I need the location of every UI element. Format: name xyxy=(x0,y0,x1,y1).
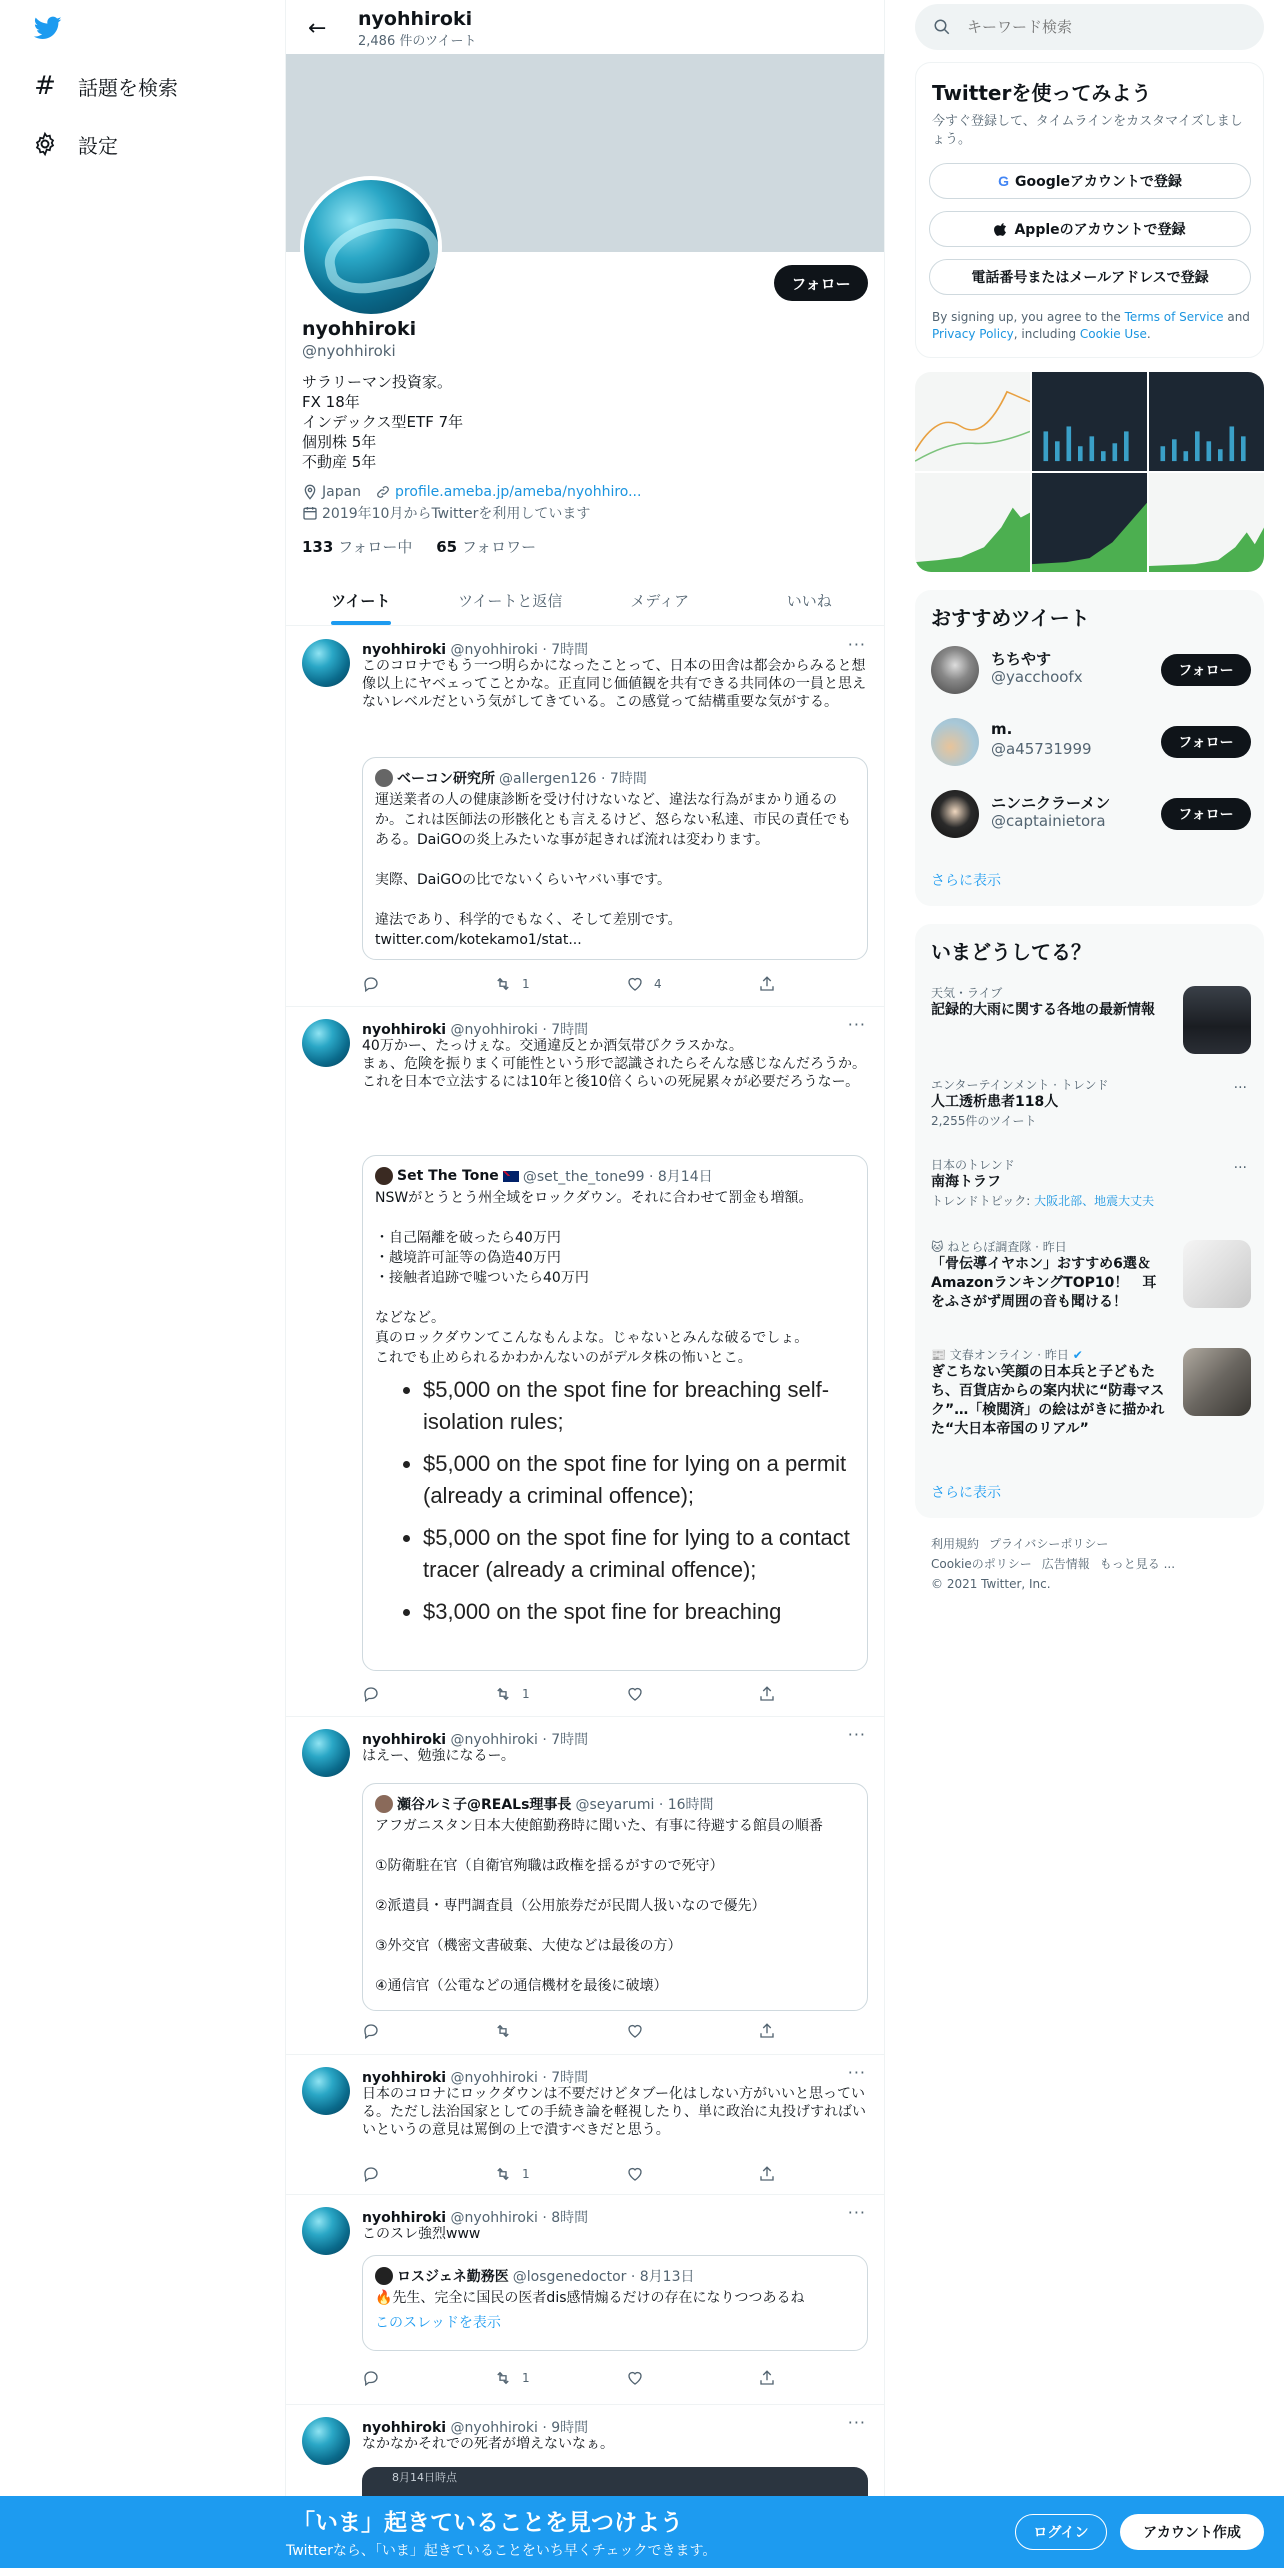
quote-avatar xyxy=(375,1795,393,1813)
follow-button[interactable]: フォロー xyxy=(1161,726,1251,758)
image-caption: 8月14日時点 xyxy=(392,2471,457,2484)
reply-button[interactable] xyxy=(362,2165,380,2183)
url-item xyxy=(375,484,641,500)
profile-name: nyohhiroki xyxy=(302,318,417,340)
more-icon[interactable]: ··· xyxy=(847,1015,866,1034)
like-count: 4 xyxy=(654,977,662,991)
media-thumbnail[interactable] xyxy=(1149,372,1264,471)
tweet[interactable] xyxy=(286,1007,884,1717)
share-icon xyxy=(758,2369,776,2387)
quote-tweet[interactable] xyxy=(362,1155,868,1671)
copyright: © 2021 Twitter, Inc. xyxy=(931,1577,1051,1591)
reply-button[interactable] xyxy=(362,2022,380,2040)
terms-link[interactable]: Terms of Service xyxy=(1124,310,1224,324)
cookie-link[interactable]: Cookie Use xyxy=(1079,327,1147,341)
trend-item[interactable] xyxy=(931,1156,1251,1220)
tweet-avatar[interactable] xyxy=(302,639,350,687)
joined-item xyxy=(302,503,590,523)
trend-category: 天気・ライブ xyxy=(931,986,1003,1000)
login-button[interactable]: ログイン xyxy=(1015,2514,1107,2550)
tab-media[interactable]: メディア xyxy=(630,592,690,610)
more-icon[interactable]: ··· xyxy=(847,2413,866,2432)
bullet-item: • $5,000 on the spot fine for lying on a permit (already a criminal offence); xyxy=(423,1448,853,1512)
profile-tabs xyxy=(286,576,884,626)
location-item xyxy=(302,484,361,500)
more-icon[interactable]: ··· xyxy=(1233,1160,1247,1176)
follow-button[interactable]: フォロー xyxy=(1161,798,1251,830)
quote-avatar xyxy=(375,769,393,787)
recommended-user-handle: @captainietora xyxy=(991,812,1106,830)
media-thumbnail[interactable] xyxy=(1149,473,1264,572)
footer-link[interactable]: もっと見る ... xyxy=(1099,1557,1176,1571)
retweet-count: 1 xyxy=(522,1687,530,1701)
share-button[interactable] xyxy=(758,1685,776,1703)
verified-icon: ✔ xyxy=(1072,1348,1083,1362)
profile-meta xyxy=(302,484,641,500)
header-name: nyohhiroki xyxy=(358,8,473,30)
google-icon: G xyxy=(998,173,1009,189)
bullet-item: • $5,000 on the spot fine for breaching self-isolation rules; xyxy=(423,1374,853,1438)
heart-icon xyxy=(626,2165,644,2183)
quote-header: ベーコン研究所 @allergen126 · 7時間 xyxy=(375,768,647,788)
tweet[interactable] xyxy=(286,2055,884,2195)
trends-title: いまどうしてる？ xyxy=(931,940,1091,964)
reply-icon xyxy=(362,1685,380,1703)
profile-avatar[interactable] xyxy=(300,176,442,318)
quote-tweet[interactable] xyxy=(362,2255,868,2351)
recommended-user-name: ちちやす xyxy=(991,650,1052,668)
like-button[interactable] xyxy=(626,2165,644,2183)
show-thread-link[interactable]: このスレッドを表示 xyxy=(375,2315,501,2331)
heart-icon xyxy=(626,1685,644,1703)
retweet-count: 1 xyxy=(522,2167,530,2181)
privacy-link[interactable]: Privacy Policy xyxy=(932,327,1014,341)
retweet-count: 1 xyxy=(522,977,530,991)
tweet-header: nyohhiroki @nyohhiroki · 7時間 xyxy=(362,1732,589,1748)
retweet-icon xyxy=(494,975,512,993)
tweet-text: 日本のコロナにロックダウンは不要だけどタブー化はしない方がいいと思っている。ただし法治国家としての手続き論を軽視したり、単に政治に丸投げすればいいというの意見は罵倒の上で潰すべきだと思う。 xyxy=(362,2086,866,2138)
tweet-avatar[interactable] xyxy=(302,2067,350,2115)
profile-joined: 2019年10月からTwitterを利用しています xyxy=(322,506,591,522)
signup-subtitle: 今すぐ登録して、タイムラインをカスタマイズしましょう。 xyxy=(932,114,1243,147)
footer-link[interactable]: Cookieのポリシー xyxy=(931,1557,1032,1571)
follow-stats xyxy=(302,536,536,557)
trends-panel xyxy=(915,924,1264,1518)
retweet-icon xyxy=(494,2369,512,2387)
netorabo-icon: 🐱 xyxy=(931,1240,944,1254)
footer xyxy=(931,1534,1251,1594)
trends-show-more-link[interactable]: さらに表示 xyxy=(931,1485,1001,1501)
quote-header: Set The Tone @set_the_tone99 · 8月14日 xyxy=(375,1166,713,1186)
phone-email-signup-button[interactable]: 電話番号またはメールアドレスで登録 xyxy=(929,259,1251,295)
reply-icon xyxy=(362,2022,380,2040)
more-icon[interactable]: ··· xyxy=(847,1725,866,1744)
tweet[interactable] xyxy=(286,2195,884,2405)
more-icon[interactable]: ··· xyxy=(1233,1080,1247,1096)
recommended-user-handle: @yacchoofx xyxy=(991,668,1083,686)
tweet-avatar[interactable] xyxy=(302,1019,350,1067)
quote-tweet[interactable] xyxy=(362,1783,868,2011)
quote-text: 運送業者の人の健康診断を受け付けないなど、違法な行為がまかり通るのか。これは医師法の形骸化とも言えるけど、怒らない私達、市民の責任でもある。DaiGOの炎上みたいな事が起きれば流れは変わります。 実際、DaiGOの比でないくらいヤバい事です。 違法であり、科学的でもなく、そして差別です。 twitter.com/kotekamo1/stat... xyxy=(375,792,851,948)
search-input[interactable] xyxy=(967,18,1227,36)
share-button[interactable] xyxy=(758,2369,776,2387)
reply-icon xyxy=(362,2369,380,2387)
trend-thumbnail xyxy=(1183,1348,1251,1416)
tweet-text: このスレ強烈www xyxy=(362,2226,481,2242)
tweet-header: nyohhiroki @nyohhiroki · 7時間 xyxy=(362,642,589,658)
trend-title: 記録的大雨に関する各地の最新情報 xyxy=(931,1002,1155,1018)
nav-settings-label: 設定 xyxy=(78,133,118,158)
tweet-header: nyohhiroki @nyohhiroki · 8時間 xyxy=(362,2210,589,2226)
quote-header: ロスジェネ勤務医 @losgenedoctor · 8月13日 xyxy=(375,2266,695,2286)
back-arrow-icon[interactable]: ← xyxy=(308,16,327,41)
heart-icon xyxy=(626,975,644,993)
retweet-button[interactable] xyxy=(494,975,530,993)
trend-topic-link[interactable]: 大阪北部、地震大丈夫 xyxy=(1034,1194,1155,1208)
bottom-bar-title: 「いま」起きていることを見つけよう xyxy=(292,2510,683,2536)
profile-bio: サラリーマン投資家。 FX 18年 インデックス型ETF 7年 個別株 5年 不動産 5年 xyxy=(302,373,464,471)
nav-settings[interactable] xyxy=(32,124,118,164)
quote-text: アフガニスタン日本大使館勤務時に聞いた、有事に待避する館員の順番 ①防衛駐在官（自衛官殉職は政権を揺るがすので死守） ②派遣員・専門調査員（公用旅券だが民間人扱いなので優先） ③外交官（機密文書破棄、大使などは最後の方） ④通信官（公電などの通信機材を最後に破壊） xyxy=(375,1818,823,1994)
retweet-icon xyxy=(494,2022,512,2040)
retweet-icon xyxy=(494,1685,512,1703)
trend-title: ぎこちない笑顔の日本兵と子どもたち、百貨店からの案内状に“防毒マスク”…「検閲済」の絵はがきに描かれた“大日本帝国のリアル” xyxy=(931,1364,1165,1437)
tweet-avatar[interactable] xyxy=(302,2207,350,2255)
gear-icon xyxy=(32,131,58,157)
like-button[interactable] xyxy=(626,975,662,993)
media-grid xyxy=(915,372,1264,572)
twitter-logo-icon[interactable] xyxy=(32,14,64,42)
signup-title: Twitterを使ってみよう xyxy=(932,81,1152,105)
media-thumbnail[interactable] xyxy=(915,372,1030,471)
trend-tweet-count: 2,255件のツイート xyxy=(931,1114,1037,1128)
share-icon xyxy=(758,1685,776,1703)
recommended-user-name: ニンニクラーメン xyxy=(991,794,1111,812)
media-thumbnail[interactable] xyxy=(1032,372,1147,471)
tweet[interactable] xyxy=(286,627,884,1007)
footer-link[interactable]: プライバシーポリシー xyxy=(989,1537,1109,1551)
reply-icon xyxy=(362,975,380,993)
share-button[interactable] xyxy=(758,2022,776,2040)
retweet-button[interactable] xyxy=(494,2022,512,2040)
tab-likes[interactable]: いいね xyxy=(786,592,832,610)
tweet-text: なかなかそれでの死者が増えないなぁ。 xyxy=(362,2436,614,2452)
share-button[interactable] xyxy=(758,2165,776,2183)
media-thumbnail[interactable] xyxy=(915,473,1030,572)
retweet-icon xyxy=(494,2165,512,2183)
tweet-actions xyxy=(362,1685,782,1707)
trend-title: 人工透析患者118人 xyxy=(931,1094,1059,1110)
apple-icon xyxy=(994,221,1008,237)
signup-terms: By signing up, you agree to the Terms of Service and Privacy Policy, including Cookie Use. xyxy=(932,310,1250,341)
trend-category: 日本のトレンド xyxy=(931,1158,1015,1172)
header-tweet-count: 2,486 件のツイート xyxy=(358,34,477,49)
following-link[interactable]: 133 フォロー中 xyxy=(302,538,413,556)
tweet-actions xyxy=(362,2369,782,2391)
quote-text: NSWがとうとう州全域をロックダウン。それに合わせて罰金も増額。 ・自己隔離を破ったら40万円 ・越境許可証等の偽造40万円 ・接触者追跡で嘘ついたら40万円 などなど。 真のロックダウンてこんなもんよな。じゃないとみんな破るでしょ。 これでも止められるかわかんないのがデルタ株の怖いとこ。 xyxy=(375,1190,813,1366)
recommended-user[interactable] xyxy=(931,714,1251,770)
australia-flag-icon xyxy=(503,1171,519,1182)
trend-title: 南海トラフ xyxy=(931,1174,1001,1190)
trend-category: 🐱 ねとらぼ調査隊 · 昨日 xyxy=(931,1240,1067,1254)
like-button[interactable] xyxy=(626,2022,644,2040)
quote-avatar xyxy=(375,1167,393,1185)
profile-location: Japan xyxy=(322,484,362,500)
tweet-text: はえー、勉強になるー。 xyxy=(362,1748,515,1764)
follow-button[interactable]: フォロー xyxy=(1161,654,1251,686)
bunshun-icon: 📰 xyxy=(931,1348,946,1362)
retweet-button[interactable] xyxy=(494,2165,530,2183)
quote-avatar xyxy=(375,2267,393,2285)
signup-card xyxy=(915,62,1264,358)
profile-column xyxy=(285,0,885,2568)
tweet[interactable] xyxy=(286,1717,884,2055)
avatar[interactable] xyxy=(931,646,979,694)
retweet-count: 1 xyxy=(522,2371,530,2385)
recommended-users xyxy=(915,590,1264,906)
tweet-avatar[interactable] xyxy=(302,1729,350,1777)
profile-header-bar xyxy=(286,0,884,54)
tweet-header: nyohhiroki @nyohhiroki · 9時間 xyxy=(362,2420,589,2436)
more-icon[interactable]: ··· xyxy=(847,2063,866,2082)
more-icon[interactable]: ··· xyxy=(847,2203,866,2222)
bullet-item: • $5,000 on the spot fine for lying to a contact tracer (already a criminal offence); xyxy=(423,1522,853,1586)
recommended-show-more-link[interactable]: さらに表示 xyxy=(931,873,1001,889)
heart-icon xyxy=(626,2369,644,2387)
footer-link[interactable]: 広告情報 xyxy=(1041,1557,1090,1571)
bottom-signup-bar xyxy=(0,2496,1284,2568)
profile-url-link[interactable]: profile.ameba.jp/ameba/nyohhiro... xyxy=(395,484,642,500)
bottom-bar-subtitle: Twitterなら、「いま」起きていることをいち早くチェックできます。 xyxy=(286,2543,717,2559)
heart-icon xyxy=(626,2022,644,2040)
apple-signup-button[interactable]: Appleのアカウントで登録 xyxy=(929,211,1251,247)
bullet-item: • $3,000 on the spot fine for breaching xyxy=(423,1596,853,1628)
recommended-user[interactable] xyxy=(931,642,1251,698)
signup-button[interactable]: アカウント作成 xyxy=(1120,2514,1264,2550)
trend-item[interactable] xyxy=(931,1076,1251,1140)
search-bar[interactable] xyxy=(915,4,1264,50)
hashtag-icon: # xyxy=(34,71,56,101)
search-icon xyxy=(933,18,951,36)
quote-text: 🔥先生、完全に国民の医者dis感情煽るだけの存在になりつつあるね xyxy=(375,2290,805,2306)
recommended-user-handle: @a45731999 xyxy=(991,740,1092,758)
tab-tweets-and-replies[interactable]: ツイートと返信 xyxy=(458,592,563,610)
reply-button[interactable] xyxy=(362,2369,380,2387)
follow-button[interactable]: フォロー xyxy=(774,265,868,301)
quote-header: 瀬谷ルミ子@REALs理事長 @seyarumi · 16時間 xyxy=(375,1794,714,1814)
tweet-header: nyohhiroki @nyohhiroki · 7時間 xyxy=(362,1022,589,1038)
share-icon xyxy=(758,2022,776,2040)
tab-tweets[interactable]: ツイート xyxy=(286,576,436,625)
trend-title: 「骨伝導イヤホン」おすすめ6選＆AmazonランキングTOP10！ 耳をふさがず周囲の音も聞ける！ xyxy=(931,1256,1157,1310)
profile-handle: @nyohhiroki xyxy=(302,342,396,360)
trend-item[interactable] xyxy=(931,984,1251,1058)
like-button[interactable] xyxy=(626,1685,644,1703)
trend-category: 📰 文春オンライン · 昨日 ✔ xyxy=(931,1348,1083,1362)
more-icon[interactable]: ··· xyxy=(847,635,866,654)
avatar[interactable] xyxy=(931,790,979,838)
tweet-text: 40万かー、たっけぇな。交通違反とか酒気帯びクラスかな。 まぁ、危険を振りまく可能性という形で認識されたらそんな感じなんだろうか。 これを日本で立法するには10年と後10倍くらいの死屍累々が必要だろうなー。 xyxy=(362,1038,866,1090)
followers-link[interactable]: 65 フォロワー xyxy=(436,538,537,556)
share-button[interactable] xyxy=(758,975,776,993)
calendar-icon xyxy=(302,505,318,521)
tweet-actions xyxy=(362,2165,782,2187)
reply-button[interactable] xyxy=(362,1685,380,1703)
tweet-text: このコロナでもう一つ明らかになったことって、日本の田舎は都会からみると想像以上にヤベェってことかな。正直同じ価値観を共有できる共同体の一員と思えないレベルだという気がしてきている。この感覚って結構重要な気がする。 xyxy=(362,658,866,710)
trend-thumbnail xyxy=(1183,1240,1251,1308)
trend-thumbnail xyxy=(1183,986,1251,1054)
trend-category: エンターテインメント · トレンド xyxy=(931,1078,1109,1092)
link-icon xyxy=(375,484,391,500)
nav-explore[interactable] xyxy=(32,66,178,106)
location-pin-icon xyxy=(302,484,318,500)
quote-bullet-list xyxy=(393,1374,853,1628)
trend-topics: トレンドトピック: 大阪北部、地震大丈夫 xyxy=(931,1194,1155,1208)
nav-explore-label: 話題を検索 xyxy=(78,75,178,100)
trend-item[interactable] xyxy=(931,1238,1251,1318)
google-signup-button[interactable]: G Googleアカウントで登録 xyxy=(929,163,1251,199)
recommended-user[interactable] xyxy=(931,786,1251,842)
share-icon xyxy=(758,2165,776,2183)
tweet-actions xyxy=(362,975,782,997)
avatar[interactable] xyxy=(931,718,979,766)
quote-tweet[interactable] xyxy=(362,757,868,960)
footer-link[interactable]: 利用規約 xyxy=(931,1537,980,1551)
recommended-user-name: m. xyxy=(991,720,1013,738)
tweet-header: nyohhiroki @nyohhiroki · 7時間 xyxy=(362,2070,589,2086)
tweet-actions xyxy=(362,2022,782,2044)
trend-item[interactable] xyxy=(931,1346,1251,1456)
media-thumbnail[interactable] xyxy=(1032,473,1147,572)
reply-button[interactable] xyxy=(362,975,380,993)
retweet-button[interactable] xyxy=(494,1685,530,1703)
tweet-avatar[interactable] xyxy=(302,2417,350,2465)
retweet-button[interactable] xyxy=(494,2369,530,2387)
share-icon xyxy=(758,975,776,993)
like-button[interactable] xyxy=(626,2369,644,2387)
recommended-title: おすすめツイート xyxy=(931,606,1090,630)
reply-icon xyxy=(362,2165,380,2183)
